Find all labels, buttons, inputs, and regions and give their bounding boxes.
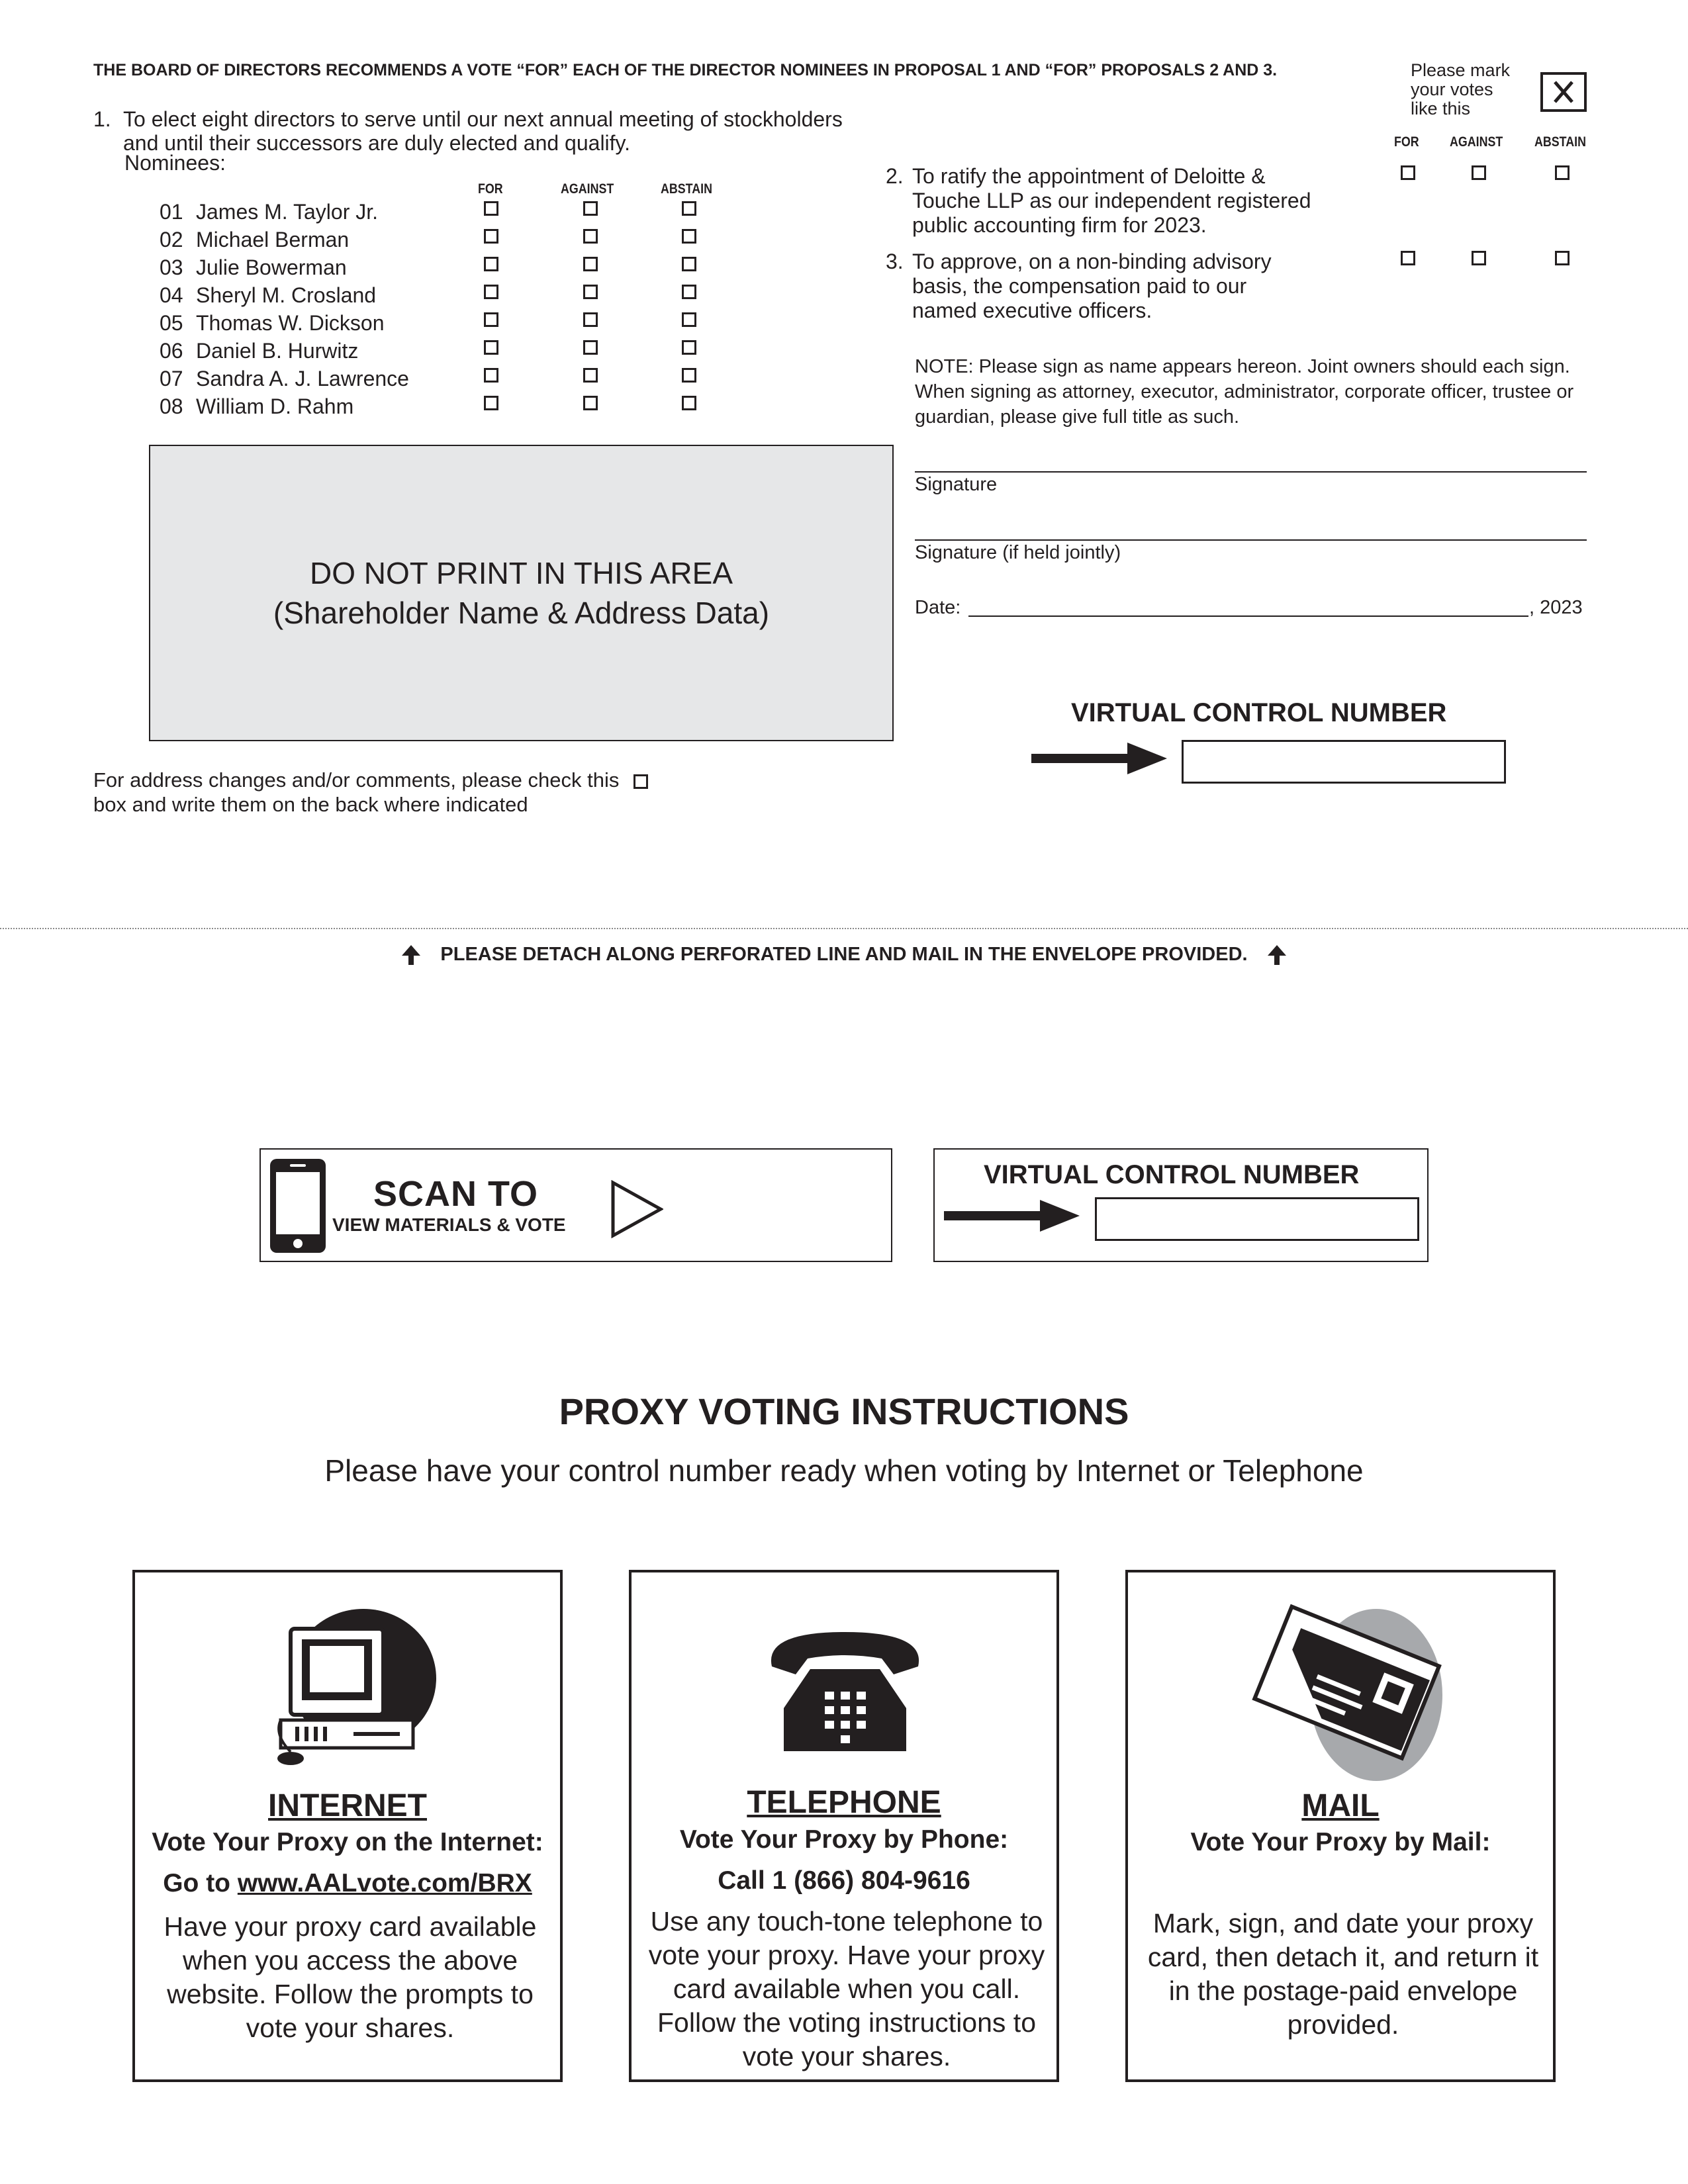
- nominee-row: [160, 200, 378, 224]
- nominee-07-abstain-checkbox[interactable]: [682, 368, 696, 383]
- nominee-number: 07: [160, 367, 183, 390]
- proposal-2-for-checkbox[interactable]: [1401, 165, 1415, 180]
- instructions-title: PROXY VOTING INSTRUCTIONS: [559, 1390, 1129, 1432]
- virtual-control-number-section: [933, 1148, 1429, 1262]
- nominee-08-against-checkbox[interactable]: [583, 396, 598, 410]
- nominee-01-abstain-checkbox[interactable]: [682, 201, 696, 216]
- nominee-05-abstain-checkbox[interactable]: [682, 312, 696, 327]
- do-not-print-line1: DO NOT PRINT IN THIS AREA: [309, 556, 733, 590]
- col-against-right: AGAINST: [1450, 134, 1503, 150]
- internet-detail-prefix: Go to: [163, 1869, 238, 1897]
- nominee-04-abstain-checkbox[interactable]: [682, 285, 696, 299]
- scan-to-vote-box[interactable]: [259, 1148, 892, 1262]
- telephone-number[interactable]: Call 1 (866) 804-9616: [718, 1866, 970, 1895]
- signing-note: NOTE: Please sign as name appears hereon. Joint owners should each sign. When signing as attorney, executor, administrator, corporate officer, trustee or guardian, please give full title as such.: [915, 356, 1574, 428]
- nominee-row: [160, 311, 385, 336]
- nominee-number: 04: [160, 283, 183, 307]
- computer-icon: [254, 1602, 446, 1768]
- telephone-voting-card: [629, 1570, 1059, 2082]
- arrow-up-icon: [402, 945, 420, 965]
- proposal-2-against-checkbox[interactable]: [1472, 165, 1486, 180]
- nominees-label: Nominees:: [124, 151, 226, 175]
- do-not-print-line2: (Shareholder Name & Address Data): [273, 596, 770, 630]
- nominee-name: Julie Bowerman: [196, 255, 347, 279]
- proposal-2: [886, 164, 1362, 240]
- nominee-06-for-checkbox[interactable]: [484, 340, 498, 355]
- perforated-line: [0, 928, 1688, 929]
- board-recommendation-header: THE BOARD OF DIRECTORS RECOMMENDS A VOTE “FOR” EACH OF THE DIRECTOR NOMINEES IN PROPOSAL 1 AND “FOR” PROPOSALS 2 AND 3.: [93, 61, 1278, 79]
- nominee-row: [160, 394, 353, 419]
- internet-voting-card: [132, 1570, 563, 2082]
- nominee-03-abstain-checkbox[interactable]: [682, 257, 696, 271]
- nominee-01-for-checkbox[interactable]: [484, 201, 498, 216]
- proposal-1-number: 1.: [93, 107, 111, 131]
- mark-instruction: Please mark your votes like this: [1411, 60, 1511, 118]
- signature-label: Signature: [915, 474, 998, 495]
- mail-subtitle: Vote Your Proxy by Mail:: [1190, 1828, 1491, 1856]
- nominee-03-against-checkbox[interactable]: [583, 257, 598, 271]
- nominee-01-against-checkbox[interactable]: [583, 201, 598, 216]
- col-for: FOR: [478, 181, 503, 197]
- date-year: , 2023: [1529, 597, 1583, 618]
- date-line[interactable]: [968, 615, 1528, 617]
- address-change-text: For address changes and/or comments, please check this box and write them on the back where indicated: [93, 768, 620, 816]
- date-label: Date:: [915, 597, 961, 618]
- nominee-number: 08: [160, 394, 183, 418]
- proposal-2-text: To ratify the appointment of Deloitte & Touche LLP as our independent registered public accounting firm for 2023.: [912, 164, 1311, 237]
- nominee-08-for-checkbox[interactable]: [484, 396, 498, 410]
- nominee-05-against-checkbox[interactable]: [583, 312, 598, 327]
- nominee-07-against-checkbox[interactable]: [583, 368, 598, 383]
- nominee-02-against-checkbox[interactable]: [583, 229, 598, 244]
- nominee-name: William D. Rahm: [196, 394, 354, 418]
- telephone-title: TELEPHONE: [747, 1785, 941, 1820]
- play-triangle-icon: [610, 1180, 663, 1238]
- col-for-right: FOR: [1394, 134, 1419, 150]
- proposal-1-text: To elect eight directors to serve until our next annual meeting of stockholders and until their successors are duly elected and qualify.: [123, 107, 843, 155]
- proposal-3-text: To approve, on a non-binding advisory basis, the compensation paid to our named executive officers.: [912, 250, 1272, 322]
- proposal-2-number: 2.: [886, 164, 904, 188]
- detach-text: PLEASE DETACH ALONG PERFORATED LINE AND MAIL IN THE ENVELOPE PROVIDED.: [440, 944, 1248, 965]
- x-mark-icon: [1540, 72, 1587, 112]
- address-change-checkbox[interactable]: [633, 774, 648, 789]
- nominee-02-for-checkbox[interactable]: [484, 229, 498, 244]
- nominee-05-for-checkbox[interactable]: [484, 312, 498, 327]
- col-against: AGAINST: [561, 181, 614, 197]
- nominee-number: 02: [160, 228, 183, 251]
- shareholder-address-area: [149, 445, 894, 741]
- internet-body: Have your proxy card available when you access the above website. Follow the prompts to vote your shares.: [164, 1911, 537, 2043]
- nominee-name: Sandra A. J. Lawrence: [196, 367, 409, 390]
- virtual-control-number-title: VIRTUAL CONTROL NUMBER: [1071, 698, 1447, 727]
- mail-title: MAIL: [1301, 1788, 1380, 1823]
- envelope-icon: [1234, 1592, 1452, 1784]
- nominee-number: 03: [160, 255, 183, 279]
- arrow-up-icon: [1268, 945, 1286, 965]
- proposal-3-number: 3.: [886, 250, 904, 273]
- virtual-control-number-title-2: VIRTUAL CONTROL NUMBER: [984, 1160, 1360, 1189]
- telephone-icon: [764, 1625, 926, 1758]
- nominee-name: Michael Berman: [196, 228, 350, 251]
- signature-joint-line[interactable]: [915, 539, 1587, 541]
- nominee-name: Sheryl M. Crosland: [196, 283, 377, 307]
- virtual-control-number-box-2[interactable]: [1095, 1197, 1419, 1241]
- internet-subtitle: Vote Your Proxy on the Internet:: [152, 1828, 543, 1856]
- signature-line[interactable]: [915, 471, 1587, 473]
- instructions-subtitle: Please have your control number ready when voting by Internet or Telephone: [324, 1453, 1364, 1488]
- proposal-3-against-checkbox[interactable]: [1472, 251, 1486, 265]
- nominee-name: Daniel B. Hurwitz: [196, 339, 359, 363]
- internet-title: INTERNET: [268, 1788, 427, 1823]
- scan-subtitle: VIEW MATERIALS & VOTE: [332, 1214, 566, 1235]
- nominee-row: [160, 255, 347, 280]
- nominee-name: Thomas W. Dickson: [196, 311, 385, 335]
- nominee-number: 01: [160, 200, 183, 224]
- nominee-06-abstain-checkbox[interactable]: [682, 340, 696, 355]
- arrow-right-icon: [1031, 741, 1167, 776]
- col-abstain: ABSTAIN: [661, 181, 713, 197]
- virtual-control-number-box[interactable]: [1182, 740, 1506, 784]
- nominee-row: [160, 283, 376, 308]
- nominee-07-for-checkbox[interactable]: [484, 368, 498, 383]
- internet-link[interactable]: www.AALvote.com/BRX: [237, 1869, 532, 1897]
- arrow-right-icon: [944, 1199, 1080, 1233]
- proposal-3-abstain-checkbox[interactable]: [1555, 251, 1570, 265]
- nominee-row: [160, 339, 358, 363]
- internet-detail: [135, 1869, 560, 1898]
- signature-joint-label: Signature (if held jointly): [915, 542, 1121, 563]
- nominee-08-abstain-checkbox[interactable]: [682, 396, 696, 410]
- nominee-02-abstain-checkbox[interactable]: [682, 229, 696, 244]
- nominee-04-for-checkbox[interactable]: [484, 285, 498, 299]
- col-abstain-right: ABSTAIN: [1534, 134, 1587, 150]
- detach-instruction: [0, 944, 1688, 966]
- nominee-row: [160, 367, 409, 391]
- smartphone-icon: [269, 1158, 327, 1254]
- nominee-row: [160, 228, 349, 252]
- nominee-03-for-checkbox[interactable]: [484, 257, 498, 271]
- proposal-3: [886, 250, 1362, 326]
- telephone-subtitle: Vote Your Proxy by Phone:: [679, 1825, 1009, 1854]
- scan-title: SCAN TO: [373, 1174, 539, 1214]
- nominee-number: 06: [160, 339, 183, 363]
- nominee-name: James M. Taylor Jr.: [196, 200, 379, 224]
- nominee-number: 05: [160, 311, 183, 335]
- proposal-2-abstain-checkbox[interactable]: [1555, 165, 1570, 180]
- nominee-06-against-checkbox[interactable]: [583, 340, 598, 355]
- nominee-04-against-checkbox[interactable]: [583, 285, 598, 299]
- mail-voting-card: [1125, 1570, 1556, 2082]
- telephone-body: Use any touch-tone telephone to vote your proxy. Have your proxy card available when you call. Follow the voting instructions to vote your shares.: [648, 1906, 1045, 2071]
- mail-body: Mark, sign, and date your proxy card, then detach it, and return it in the postage-paid envelope provided.: [1147, 1908, 1539, 2040]
- proposal-3-for-checkbox[interactable]: [1401, 251, 1415, 265]
